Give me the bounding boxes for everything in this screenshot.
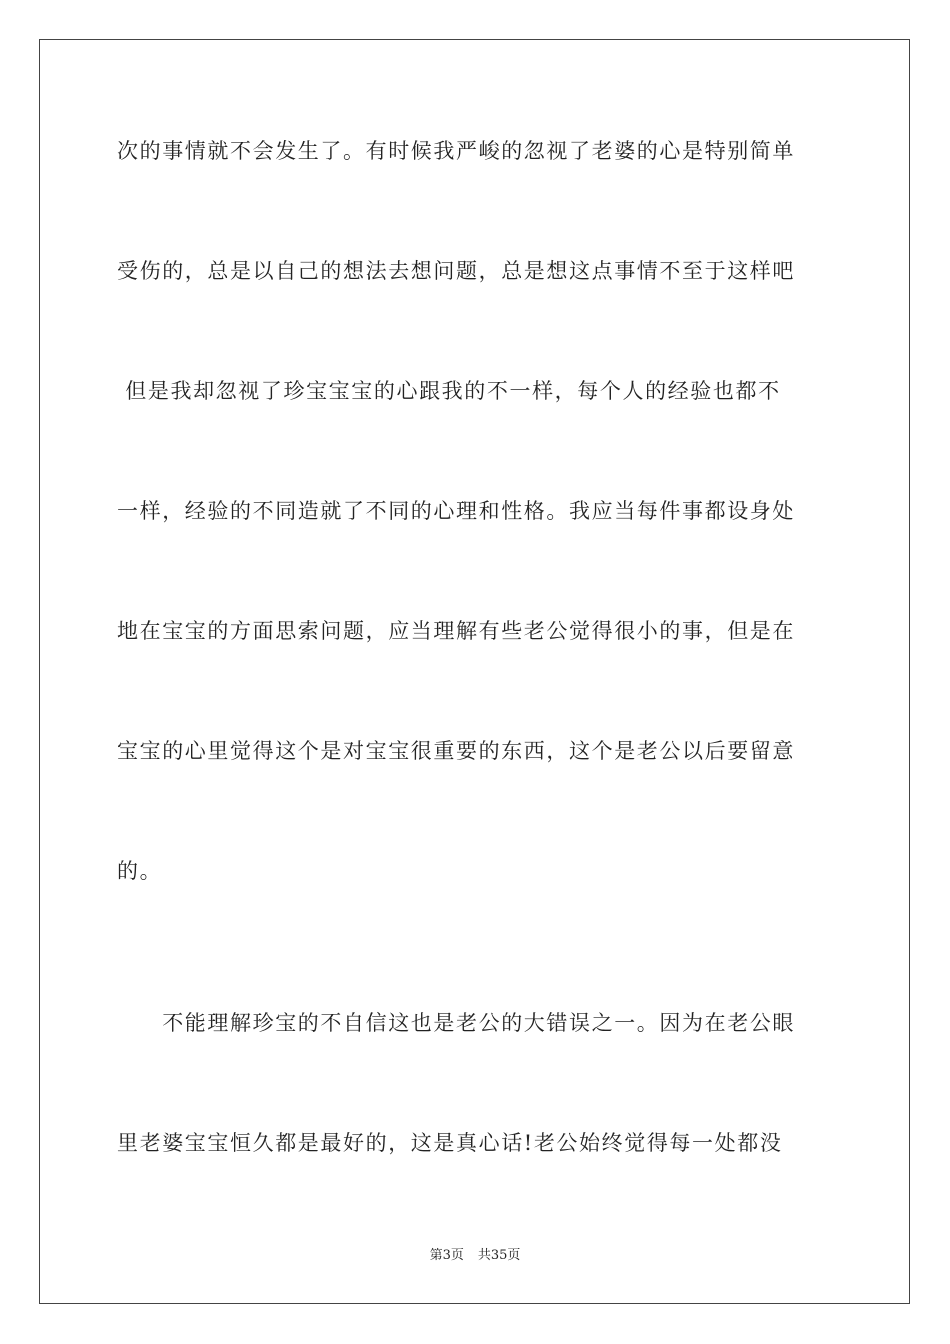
text-line: 里老婆宝宝恒久都是最好的，这是真心话!老公始终觉得每一处都没 <box>117 1131 783 1155</box>
text-line: 的。 <box>117 859 163 883</box>
text-line: 一样，经验的不同造就了不同的心理和性格。我应当每件事都设身处 <box>117 499 795 523</box>
page-footer <box>0 1247 950 1265</box>
text-line: 不能理解珍宝的不自信这也是老公的大错误之一。因为在老公眼 <box>117 1011 795 1035</box>
page-border <box>39 39 910 1304</box>
text-line: 宝宝的心里觉得这个是对宝宝很重要的东西，这个是老公以后要留意 <box>117 739 795 763</box>
page-total: 共35页 <box>477 1248 521 1263</box>
page-number: 第3页 <box>429 1248 464 1263</box>
text-line: 地在宝宝的方面思索问题，应当理解有些老公觉得很小的事，但是在 <box>117 619 795 643</box>
text-line: 次的事情就不会发生了。有时候我严峻的忽视了老婆的心是特别简单 <box>117 139 795 163</box>
text-line: 受伤的，总是以自己的想法去想问题，总是想这点事情不至于这样吧 <box>117 259 795 283</box>
text-line: 但是我却忽视了珍宝宝宝的心跟我的不一样，每个人的经验也都不 <box>117 379 781 403</box>
